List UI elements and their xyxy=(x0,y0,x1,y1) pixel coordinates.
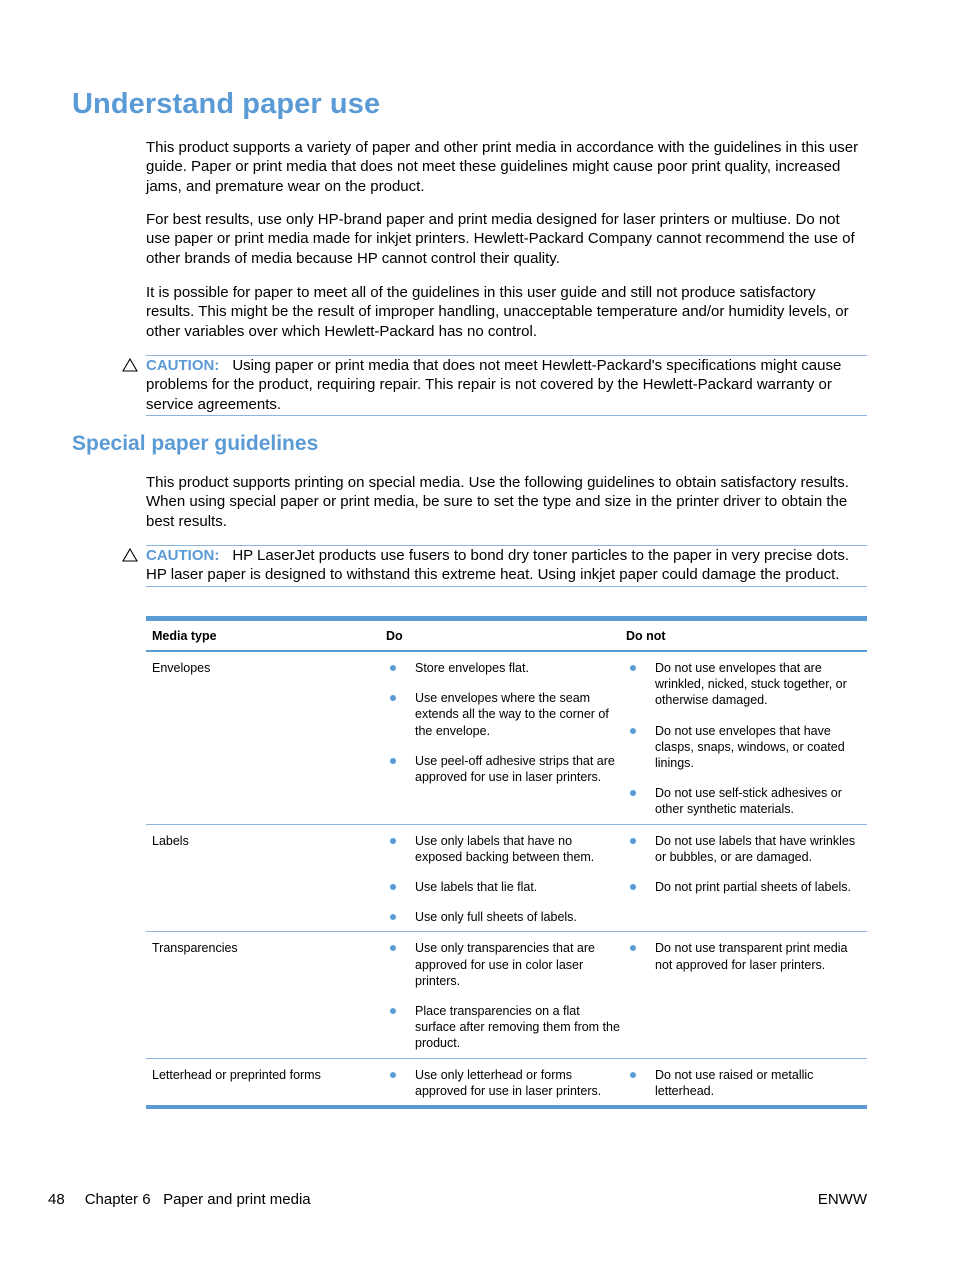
bullet-icon xyxy=(390,665,396,671)
list-item: Use only full sheets of labels. xyxy=(386,909,626,925)
bullet-icon xyxy=(630,884,636,890)
table-row xyxy=(146,652,867,825)
media-type-cell: Envelopes xyxy=(152,661,211,675)
list-item: Do not use raised or metallic letterhead. xyxy=(626,1067,867,1099)
intro-paragraph-3: It is possible for paper to meet all of the guidelines in this user guide and still not produce satisfactory results. This might be the result of improper handling, unacceptable temperature and/or humidity levels, or other variables over which Hewlett-Packard has no control. xyxy=(146,284,849,340)
bullet-icon xyxy=(630,665,636,671)
bullet-icon xyxy=(390,1008,396,1014)
caution-box-1 xyxy=(146,355,867,416)
bullet-icon xyxy=(390,695,396,701)
list-item: Use peel-off adhesive strips that are approved for use in laser printers. xyxy=(386,753,626,785)
table-row xyxy=(146,1059,867,1105)
special-paragraph: This product supports printing on special media. Use the following guidelines to obtain satisfactory results. When using special paper or print media, be sure to set the type and size in the printer driver to obtain the best results. xyxy=(146,474,849,530)
warning-triangle-icon xyxy=(122,358,138,372)
list-item: Use only letterhead or forms approved for use in laser printers. xyxy=(386,1067,626,1099)
page-footer xyxy=(48,1191,867,1208)
media-type-cell: Transparencies xyxy=(152,941,238,956)
bullet-icon xyxy=(390,884,396,890)
list-item: Do not print partial sheets of labels. xyxy=(626,879,867,895)
table-row xyxy=(146,932,867,1058)
bullet-icon xyxy=(390,914,396,920)
do-not-list xyxy=(626,932,867,978)
do-list xyxy=(386,1059,626,1105)
header-media-type: Media type xyxy=(152,628,217,643)
list-item: Store envelopes flat. xyxy=(386,660,626,676)
caution-text: Using paper or print media that does not meet Hewlett-Packard's specifications might cause problems for the product, requiring repair. This repair is not covered by the Hewlett-Packard warranty or service agreements. xyxy=(146,357,842,413)
bullet-icon xyxy=(390,1072,396,1078)
footer-right: ENWW xyxy=(817,1191,867,1208)
page-number: 48 xyxy=(48,1191,65,1208)
media-guidelines-table xyxy=(146,616,867,1109)
bullet-icon xyxy=(630,728,636,734)
media-type-cell: Labels xyxy=(152,833,189,848)
bullet-icon xyxy=(390,945,396,951)
caution-label: CAUTION: xyxy=(146,547,220,564)
media-type-cell: Letterhead or preprinted forms xyxy=(152,1067,321,1082)
bullet-icon xyxy=(390,758,396,764)
list-item: Do not use envelopes that have clasps, snaps, windows, or coated linings. xyxy=(626,723,867,772)
caution-box-2 xyxy=(146,545,867,587)
bullet-icon xyxy=(630,945,636,951)
table-header xyxy=(146,621,867,652)
caution-label: CAUTION: xyxy=(146,357,220,374)
do-not-list xyxy=(626,652,867,824)
list-item: Use labels that lie flat. xyxy=(386,879,626,895)
do-list xyxy=(386,825,626,932)
list-item: Use only labels that have no exposed backing between them. xyxy=(386,833,626,865)
do-list xyxy=(386,652,626,791)
bullet-icon xyxy=(390,838,396,844)
list-item: Do not use self-stick adhesives or other synthetic materials. xyxy=(626,785,867,817)
header-do: Do xyxy=(386,628,403,643)
list-item: Do not use envelopes that are wrinkled, nicked, stuck together, or otherwise damaged. xyxy=(626,660,867,709)
bullet-icon xyxy=(630,838,636,844)
bullet-icon xyxy=(630,1072,636,1078)
intro-paragraph-2: For best results, use only HP-brand paper and print media designed for laser printers or multiuse. Do not use paper or print media made for inkjet printers. Hewlett-Packard Company cannot recommend the use of other brands of media because HP cannot control their quality. xyxy=(146,211,855,267)
warning-triangle-icon xyxy=(122,548,138,562)
footer-left xyxy=(48,1191,311,1208)
list-item: Use envelopes where the seam extends all the way to the corner of the envelope. xyxy=(386,690,626,739)
list-item: Use only transparencies that are approved for use in color laser printers. xyxy=(386,940,626,989)
page-title: Understand paper use xyxy=(72,88,381,120)
section-heading: Special paper guidelines xyxy=(72,432,319,455)
list-item: Do not use transparent print media not approved for laser printers. xyxy=(626,940,867,972)
chapter-title: Chapter 6 Paper and print media xyxy=(84,1191,311,1208)
caution-text: HP LaserJet products use fusers to bond dry toner particles to the paper in very precise dots. HP laser paper is designed to withstand this extreme heat. Using inkjet paper could damage the product. xyxy=(146,547,850,584)
do-not-list xyxy=(626,1059,867,1105)
bullet-icon xyxy=(630,790,636,796)
header-do-not: Do not xyxy=(626,628,666,643)
table-row xyxy=(146,825,867,933)
do-not-list xyxy=(626,825,867,902)
do-list xyxy=(386,932,626,1057)
intro-paragraph-1: This product supports a variety of paper and other print media in accordance with the guidelines in this user guide. Paper or print media that does not meet these guidelines might cause poor print quality, increased jams, and premature wear on the product. xyxy=(146,139,859,195)
list-item: Do not use labels that have wrinkles or bubbles, or are damaged. xyxy=(626,833,867,865)
list-item: Place transparencies on a flat surface after removing them from the product. xyxy=(386,1003,626,1052)
